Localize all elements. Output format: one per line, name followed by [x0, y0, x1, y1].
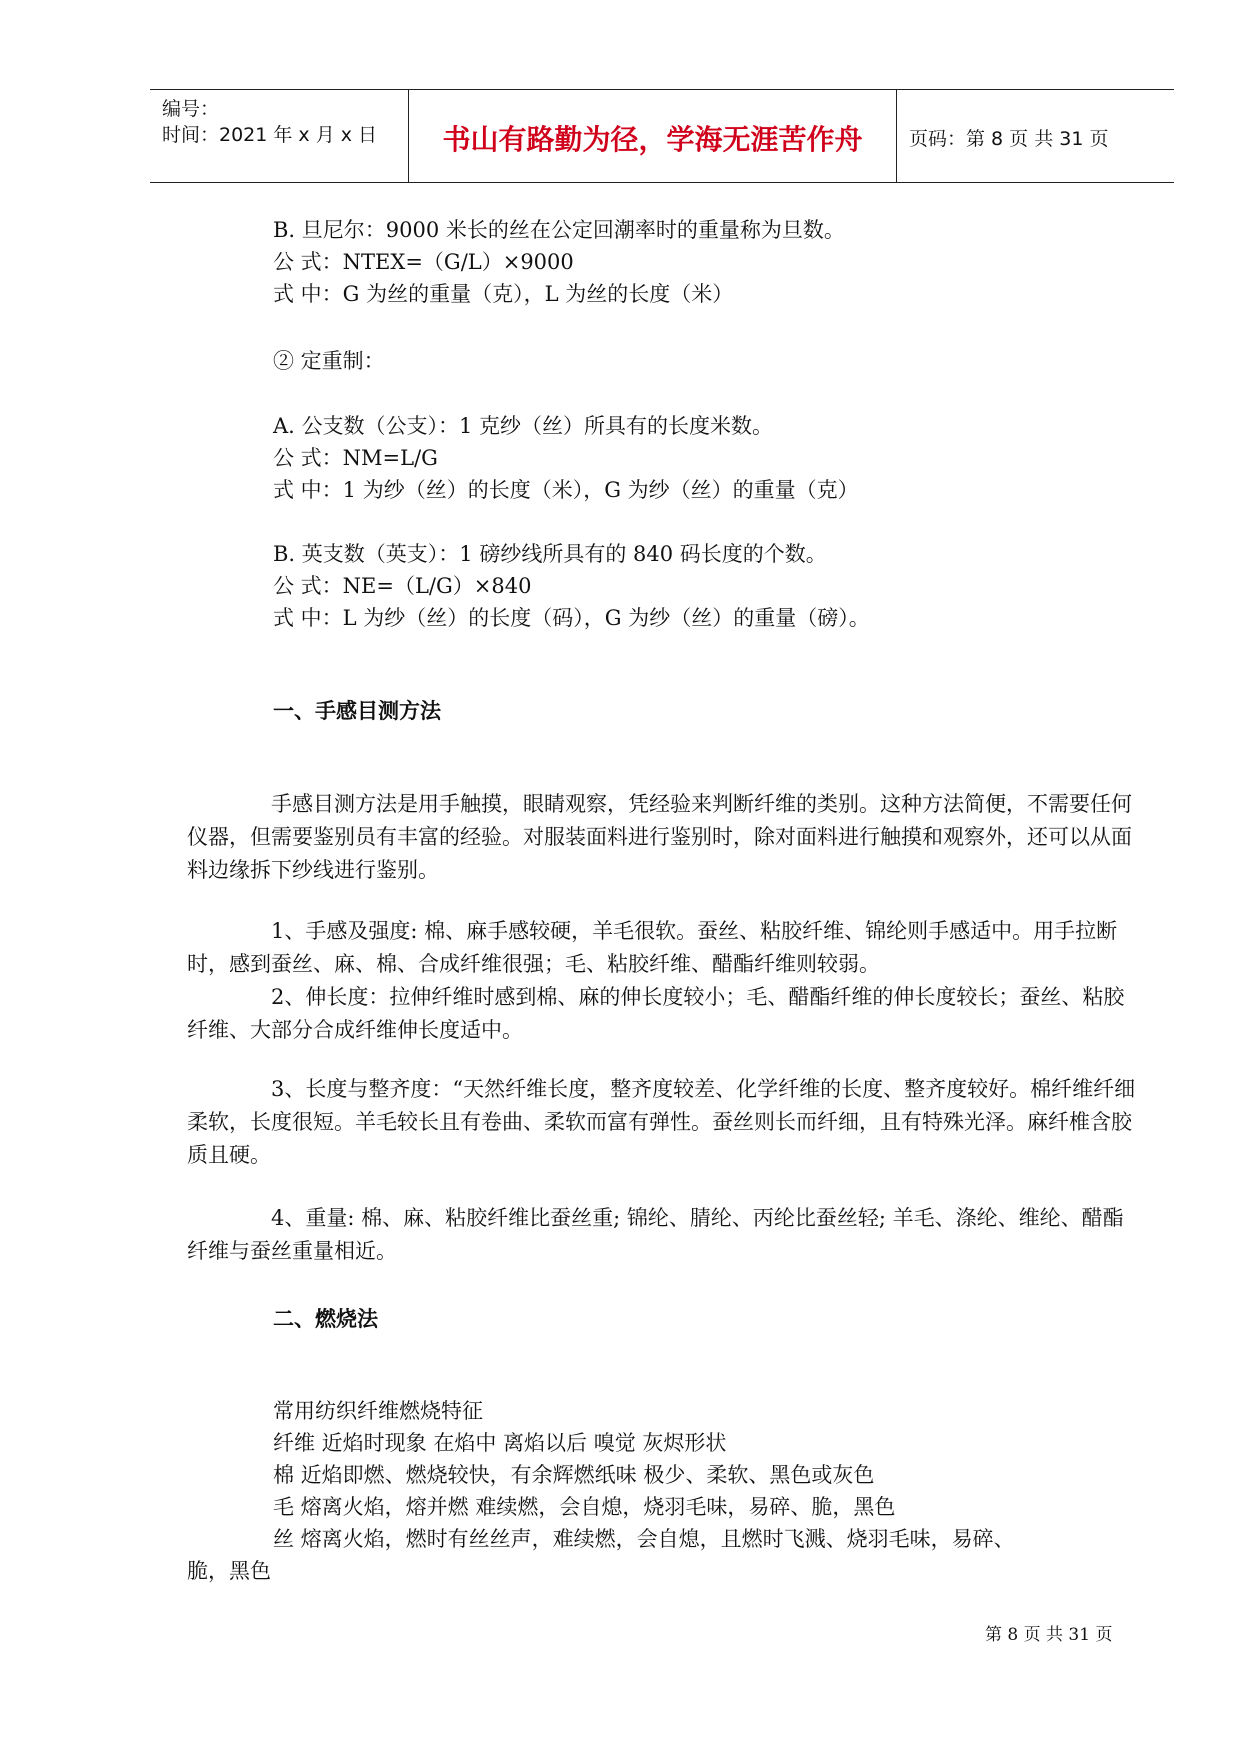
- burning-row-cotton: 棉 近焰即燃、燃烧较快，有余辉燃纸味 极少、柔软、黑色或灰色: [273, 1463, 875, 1487]
- hand-feel-points: [187, 915, 1137, 1047]
- header-page-cell: [897, 90, 1174, 182]
- burning-row-silk-continued: 脆，黑色: [187, 1559, 271, 1583]
- header-page-number: 页码：第 8 页 共 31 页: [909, 128, 1109, 150]
- point-elongation: 2、伸长度：拉伸纤维时感到棉、麻的伸长度较小；毛、醋酯纤维的伸长度较长；蚕丝、粘胶纤维、大部分合成纤维伸长度适中。: [187, 985, 1125, 1042]
- header-motto: 书山有路勤为径，学海无涯苦作舟: [442, 123, 863, 156]
- denier-formula: 公 式：NTEX=（G/L）×9000: [273, 250, 574, 274]
- english-count-where: 式 中：L 为纱（丝）的长度（码），G 为纱（丝）的重量（磅）。: [273, 606, 870, 630]
- hand-feel-intro: [187, 788, 1137, 887]
- header-info-cell: [150, 90, 408, 182]
- metric-count-definition: A. 公支数（公支）：1 克纱（丝）所具有的长度米数。: [273, 414, 774, 438]
- page-footer: 第 8 页 共 31 页: [985, 1625, 1113, 1645]
- burning-row-wool: 毛 熔离火焰，熔并燃 难续燃，会自熄，烧羽毛味，易碎、脆，黑色: [273, 1495, 896, 1519]
- metric-count-formula: 公 式：NM=L/G: [273, 446, 438, 470]
- denier-formula-where: 式 中：G 为丝的重量（克），L 为丝的长度（米）: [273, 282, 734, 306]
- point-strength: 1、手感及强度: 棉、麻手感较硬，羊毛很软。蚕丝、粘胶纤维、锦纶则手感适中。用手拉断时，感到蚕丝、麻、棉、合成纤维很强；毛、粘胶纤维、醋酯纤维则较弱。: [187, 919, 1118, 976]
- paragraph: 手感目测方法是用手触摸，眼睛观察，凭经验来判断纤维的类别。这种方法简便，不需要任何仪器，但需要鉴别员有丰富的经验。对服装面料进行鉴别时，除对面料进行触摸和观察外，还可以从面料边缘拆下纱线进行鉴别。: [187, 792, 1132, 882]
- point-weight: 4、重量: 棉、麻、粘胶纤维比蚕丝重; 锦纶、腈纶、丙纶比蚕丝轻; 羊毛、涤纶、维纶、醋酯纤维与蚕丝重量相近。: [187, 1206, 1124, 1263]
- point-length: 3、长度与整齐度：“天然纤维长度，整齐度较差、化学纤维的长度、整齐度较好。棉纤维纤细柔软，长度很短。羊毛较长且有卷曲、柔软而富有弹性。蚕丝则长而纤细，且有特殊光泽。麻纤椎含胶质且硬。: [187, 1077, 1136, 1167]
- english-count-definition: B. 英支数（英支）：1 磅纱线所具有的 840 码长度的个数。: [273, 542, 827, 566]
- hand-feel-length: [187, 1073, 1137, 1172]
- section-heading-burning: 二、燃烧法: [273, 1307, 378, 1331]
- document-header: [150, 89, 1174, 183]
- section-heading-hand-feel: 一、手感目测方法: [273, 699, 441, 723]
- metric-count-where: 式 中：1 为纱（丝）的长度（米），G 为纱（丝）的重量（克）: [273, 478, 859, 502]
- burning-table-header: 纤维 近焰时现象 在焰中 离焰以后 嗅觉 灰烬形状: [273, 1431, 727, 1455]
- hand-feel-weight: [187, 1202, 1137, 1268]
- denier-definition: B. 旦尼尔：9000 米长的丝在公定回潮率时的重量称为旦数。: [273, 218, 845, 242]
- header-motto-cell: [408, 90, 897, 182]
- document-time-label: 时间：2021 年 x 月 x 日: [162, 124, 378, 146]
- burning-table-title: 常用纺织纤维燃烧特征: [273, 1399, 483, 1423]
- english-count-formula: 公 式：NE=（L/G）×840: [273, 574, 532, 598]
- document-number-label: 编号：: [162, 98, 220, 120]
- fixed-weight-heading: ② 定重制：: [273, 349, 385, 373]
- burning-row-silk: 丝 熔离火焰，燃时有丝丝声，难续燃，会自熄，且燃时飞溅、烧羽毛味，易碎、: [273, 1527, 1015, 1551]
